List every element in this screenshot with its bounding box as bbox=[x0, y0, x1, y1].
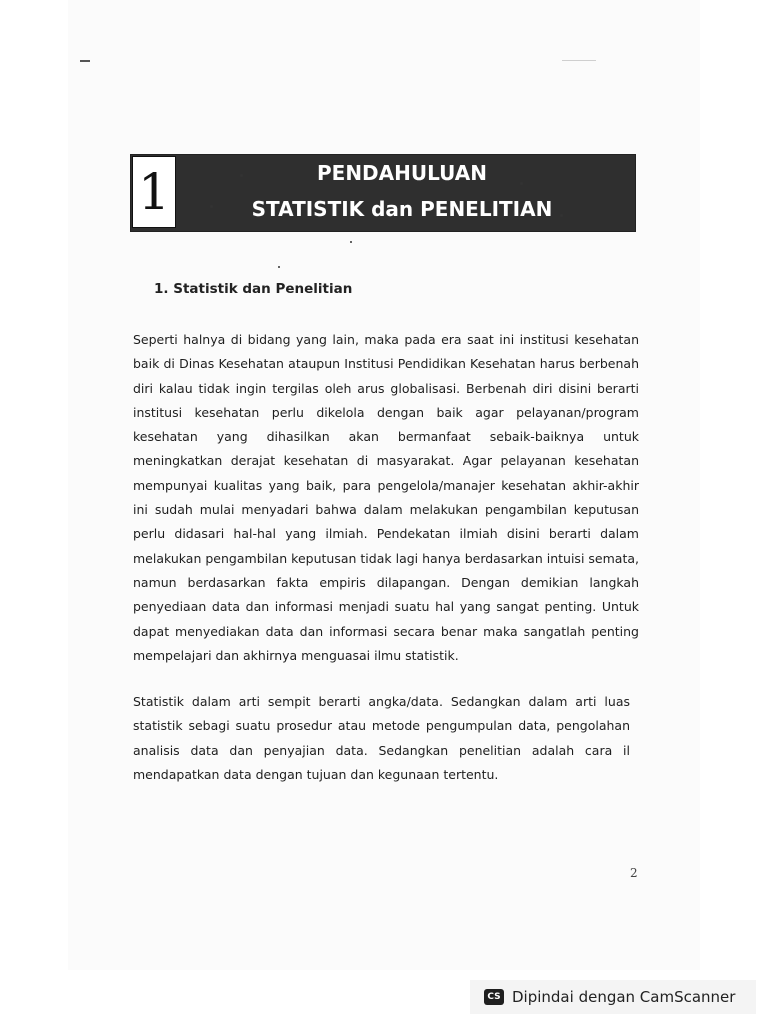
scan-speck bbox=[520, 182, 523, 185]
body-paragraph: Statistik dalam arti sempit berarti angka/data. Sedangkan dalam arti luas statistik sebagi suatu prosedur atau metode pengumpulan data, pengolahan analisis data dan penyajian data. Sedangkan penelitian adalah cara il mendapatkan data dengan tujuan dan kegunaan tertentu. bbox=[133, 694, 630, 782]
chapter-title-line-2: STATISTIK dan PENELITIAN bbox=[251, 197, 553, 221]
scan-speck bbox=[278, 266, 280, 268]
scan-speck bbox=[240, 174, 243, 177]
scan-mark bbox=[562, 60, 596, 61]
scan-mark bbox=[80, 60, 90, 62]
chapter-number: 1 bbox=[132, 156, 176, 228]
scan-speck bbox=[210, 205, 213, 208]
scan-speck bbox=[350, 241, 352, 243]
section-heading: 1. Statistik dan Penelitian bbox=[154, 281, 353, 297]
camscanner-logo-icon: CS bbox=[484, 989, 504, 1005]
body-paragraph: Seperti halnya di bidang yang lain, maka pada era saat ini institusi kesehatan baik di Dinas Kesehatan ataupun Institusi Pendidikan Kesehatan harus berbenah diri kalau tidak ingin tergilas oleh arus globalisasi. Berbenah diri disini berarti institusi kesehatan perlu dikelola dengan baik agar pelayanan/program kesehatan yang dihasilkan akan bermanfaat sebaik-baiknya untuk meningkatkan derajat kesehatan di masyarakat. Agar pelayanan kesehatan mempunyai kualitas yang baik, para pengelola/manajer kesehatan akhir-akhir ini sudah mulai menyadari bahwa dalam melakukan pengambilan keputusan perlu didasari hal-hal yang ilmiah. Pendekatan ilmiah disini berarti dalam melakukan pengambilan keputusan tidak lagi hanya berdasarkan intuisi semata, namun berdasarkan fakta empiris dilapangan. Dengan demikian langkah penyediaan data dan informasi menjadi suatu hal yang sangat penting. Untuk dapat menyediakan data dan informasi secara benar maka sangatlah penting mempelajari dan akhirnya menguasai ilmu statistik. bbox=[133, 332, 639, 663]
scan-speck bbox=[560, 214, 563, 217]
camscanner-watermark bbox=[470, 980, 756, 1014]
page-number: 2 bbox=[630, 866, 638, 880]
chapter-title-line-1: PENDAHULUAN bbox=[317, 161, 487, 185]
watermark-text: Dipindai dengan CamScanner bbox=[512, 988, 736, 1006]
